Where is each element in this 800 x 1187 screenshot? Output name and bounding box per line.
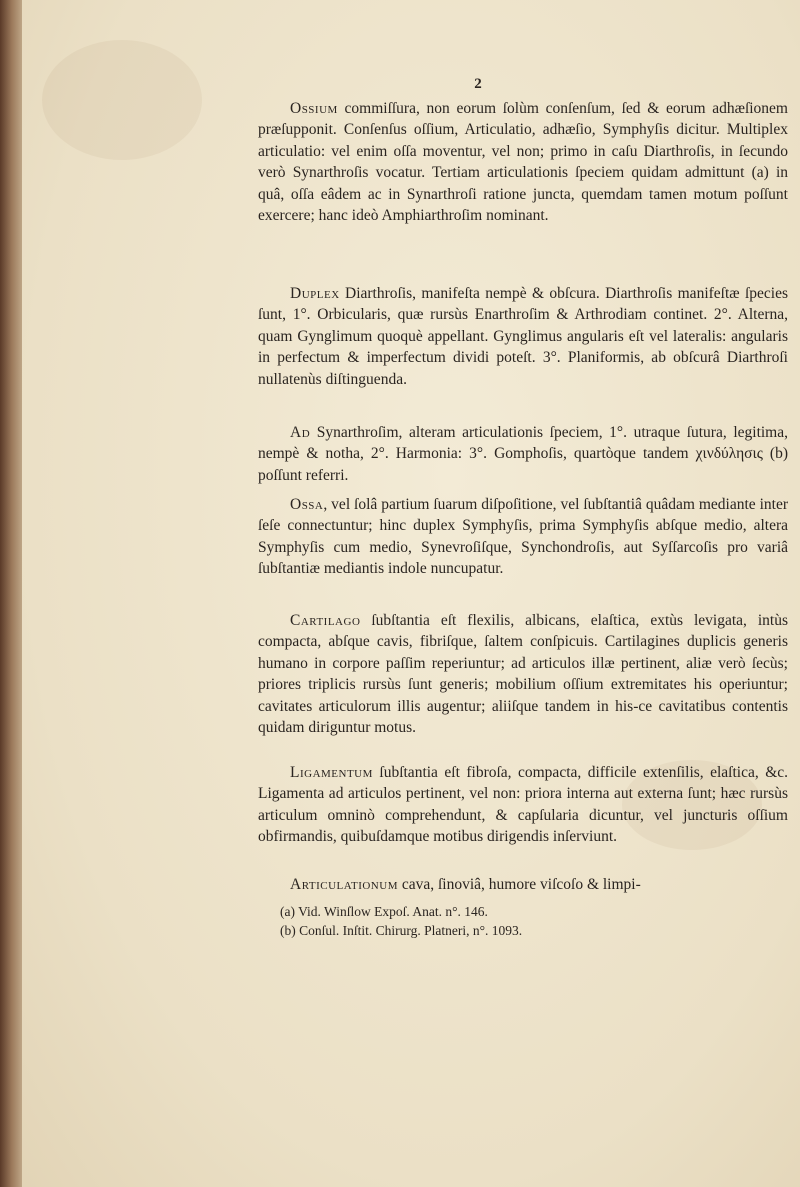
paragraph-text: Synarthroſim, alteram articulationis ſpeciem, 1°. utraque ſutura, legitima, nempè & notha, 2°. Harmonia: 3°. Gomphoſis, quartòque tandem χινδύλησις (b) poſſunt referri.: [258, 424, 788, 484]
paragraph-ad: [258, 422, 788, 486]
paragraph-lead: Ad: [290, 424, 311, 441]
footnote-a: (a) Vid. Winſlow Expoſ. Anat. n°. 146.: [280, 904, 488, 919]
paragraph-lead: Duplex: [290, 285, 340, 302]
paragraph-lead: Cartilago: [290, 612, 361, 629]
footnotes: [280, 902, 780, 940]
paragraph-text: ſubſtantia eſt fibroſa, compacta, difficile extenſilis, elaſtica, &c. Ligamenta ad articulos pertinent, vel non: priora interna aut externa ſunt; hæc rursùs articulum omninò comprehendunt, & capſularia dicuntur, vel juncturis oſſium obfirmandis, quibuſdamque motibus dirigendis inſerviunt.: [258, 764, 789, 846]
paragraph-duplex: [258, 283, 788, 390]
page-number: 2: [474, 76, 482, 92]
paragraph-lead: Ossa: [290, 496, 324, 513]
paragraph-ligamentum: [258, 762, 788, 848]
paragraph-cartilago: [258, 610, 788, 738]
paragraph-lead: Ossium: [290, 100, 338, 117]
paragraph-text: , vel ſolâ partium ſuarum diſpoſitione, vel ſubſtantiâ quâdam mediante inter ſeſe connectuntur; hinc duplex Symphyſis, prima Symphyſis abſque medio, altera Symphyſis cum medio, Synevroſiſque, Synchondroſis, aut Syſſarcoſis pro variâ ſubſtantiæ mediantis indole nuncupatur.: [258, 496, 788, 578]
paragraph-text: ſubſtantia eſt flexilis, albicans, elaſtica, extùs levigata, intùs compacta, abſque cavis, fibriſque, ſaltem conſpicuis. Cartilagines duplicis generis humano in corpore paſſim reperiuntur; ad articulos illæ pertinent, aliæ verò ſecùs; priores triplicis rursùs ſunt generis; mobilium oſſium extremitates his operiuntur; cavitates articulorum illis augentur; aliiſque tandem in his-ce cavitatibus contentis quidam diriguntur motus.: [258, 612, 789, 737]
book-page: [22, 0, 800, 1187]
paragraph-lead: Articulationum: [290, 876, 398, 893]
paragraph-text: cava, ſinoviâ, humore viſcoſo & limpi-: [401, 876, 641, 893]
paragraph-ossium: [258, 98, 788, 226]
footnote-b: (b) Conſul. Inſtit. Chirurg. Platneri, n°. 1093.: [280, 923, 523, 938]
paragraph-text: Diarthroſis, manifeſta nempè & obſcura. Diarthroſis manifeſtæ ſpecies ſunt, 1°. Orbicularis, quæ rursùs Enarthroſim & Arthrodiam continet. 2°. Alterna, quam Gynglimum quoquè appellant. Gynglimus angularis eſt vel lateralis: angularis in perfectum & imperfectum dividi poteſt. 3°. Planiformis, ab obſcurâ Diarthroſi nullatenùs diſtinguenda.: [258, 285, 789, 388]
paragraph-articulationum: [258, 874, 788, 895]
paragraph-text: commiſſura, non eorum ſolùm conſenſum, ſed & eorum adhæſionem præſupponit. Conſenſus oſſium, Articulatio, adhæſio, Symphyſis dicitur. Multiplex articulatio: vel enim oſſa moventur, vel non; primo in caſu Diarthroſis, in ſecundo verò Synarthroſis vocatur. Tertiam articulationis ſpeciem quidam admittunt (a) in quâ, oſſa eâdem ac in Synarthroſi ratione juncta, quemdam tamen motum poſſunt exercere; hanc ideò Amphiarthroſim nominant.: [258, 100, 788, 225]
paragraph-ossa: [258, 494, 788, 580]
paper-stain: [42, 40, 202, 160]
paragraph-lead: Ligamentum: [290, 764, 373, 781]
